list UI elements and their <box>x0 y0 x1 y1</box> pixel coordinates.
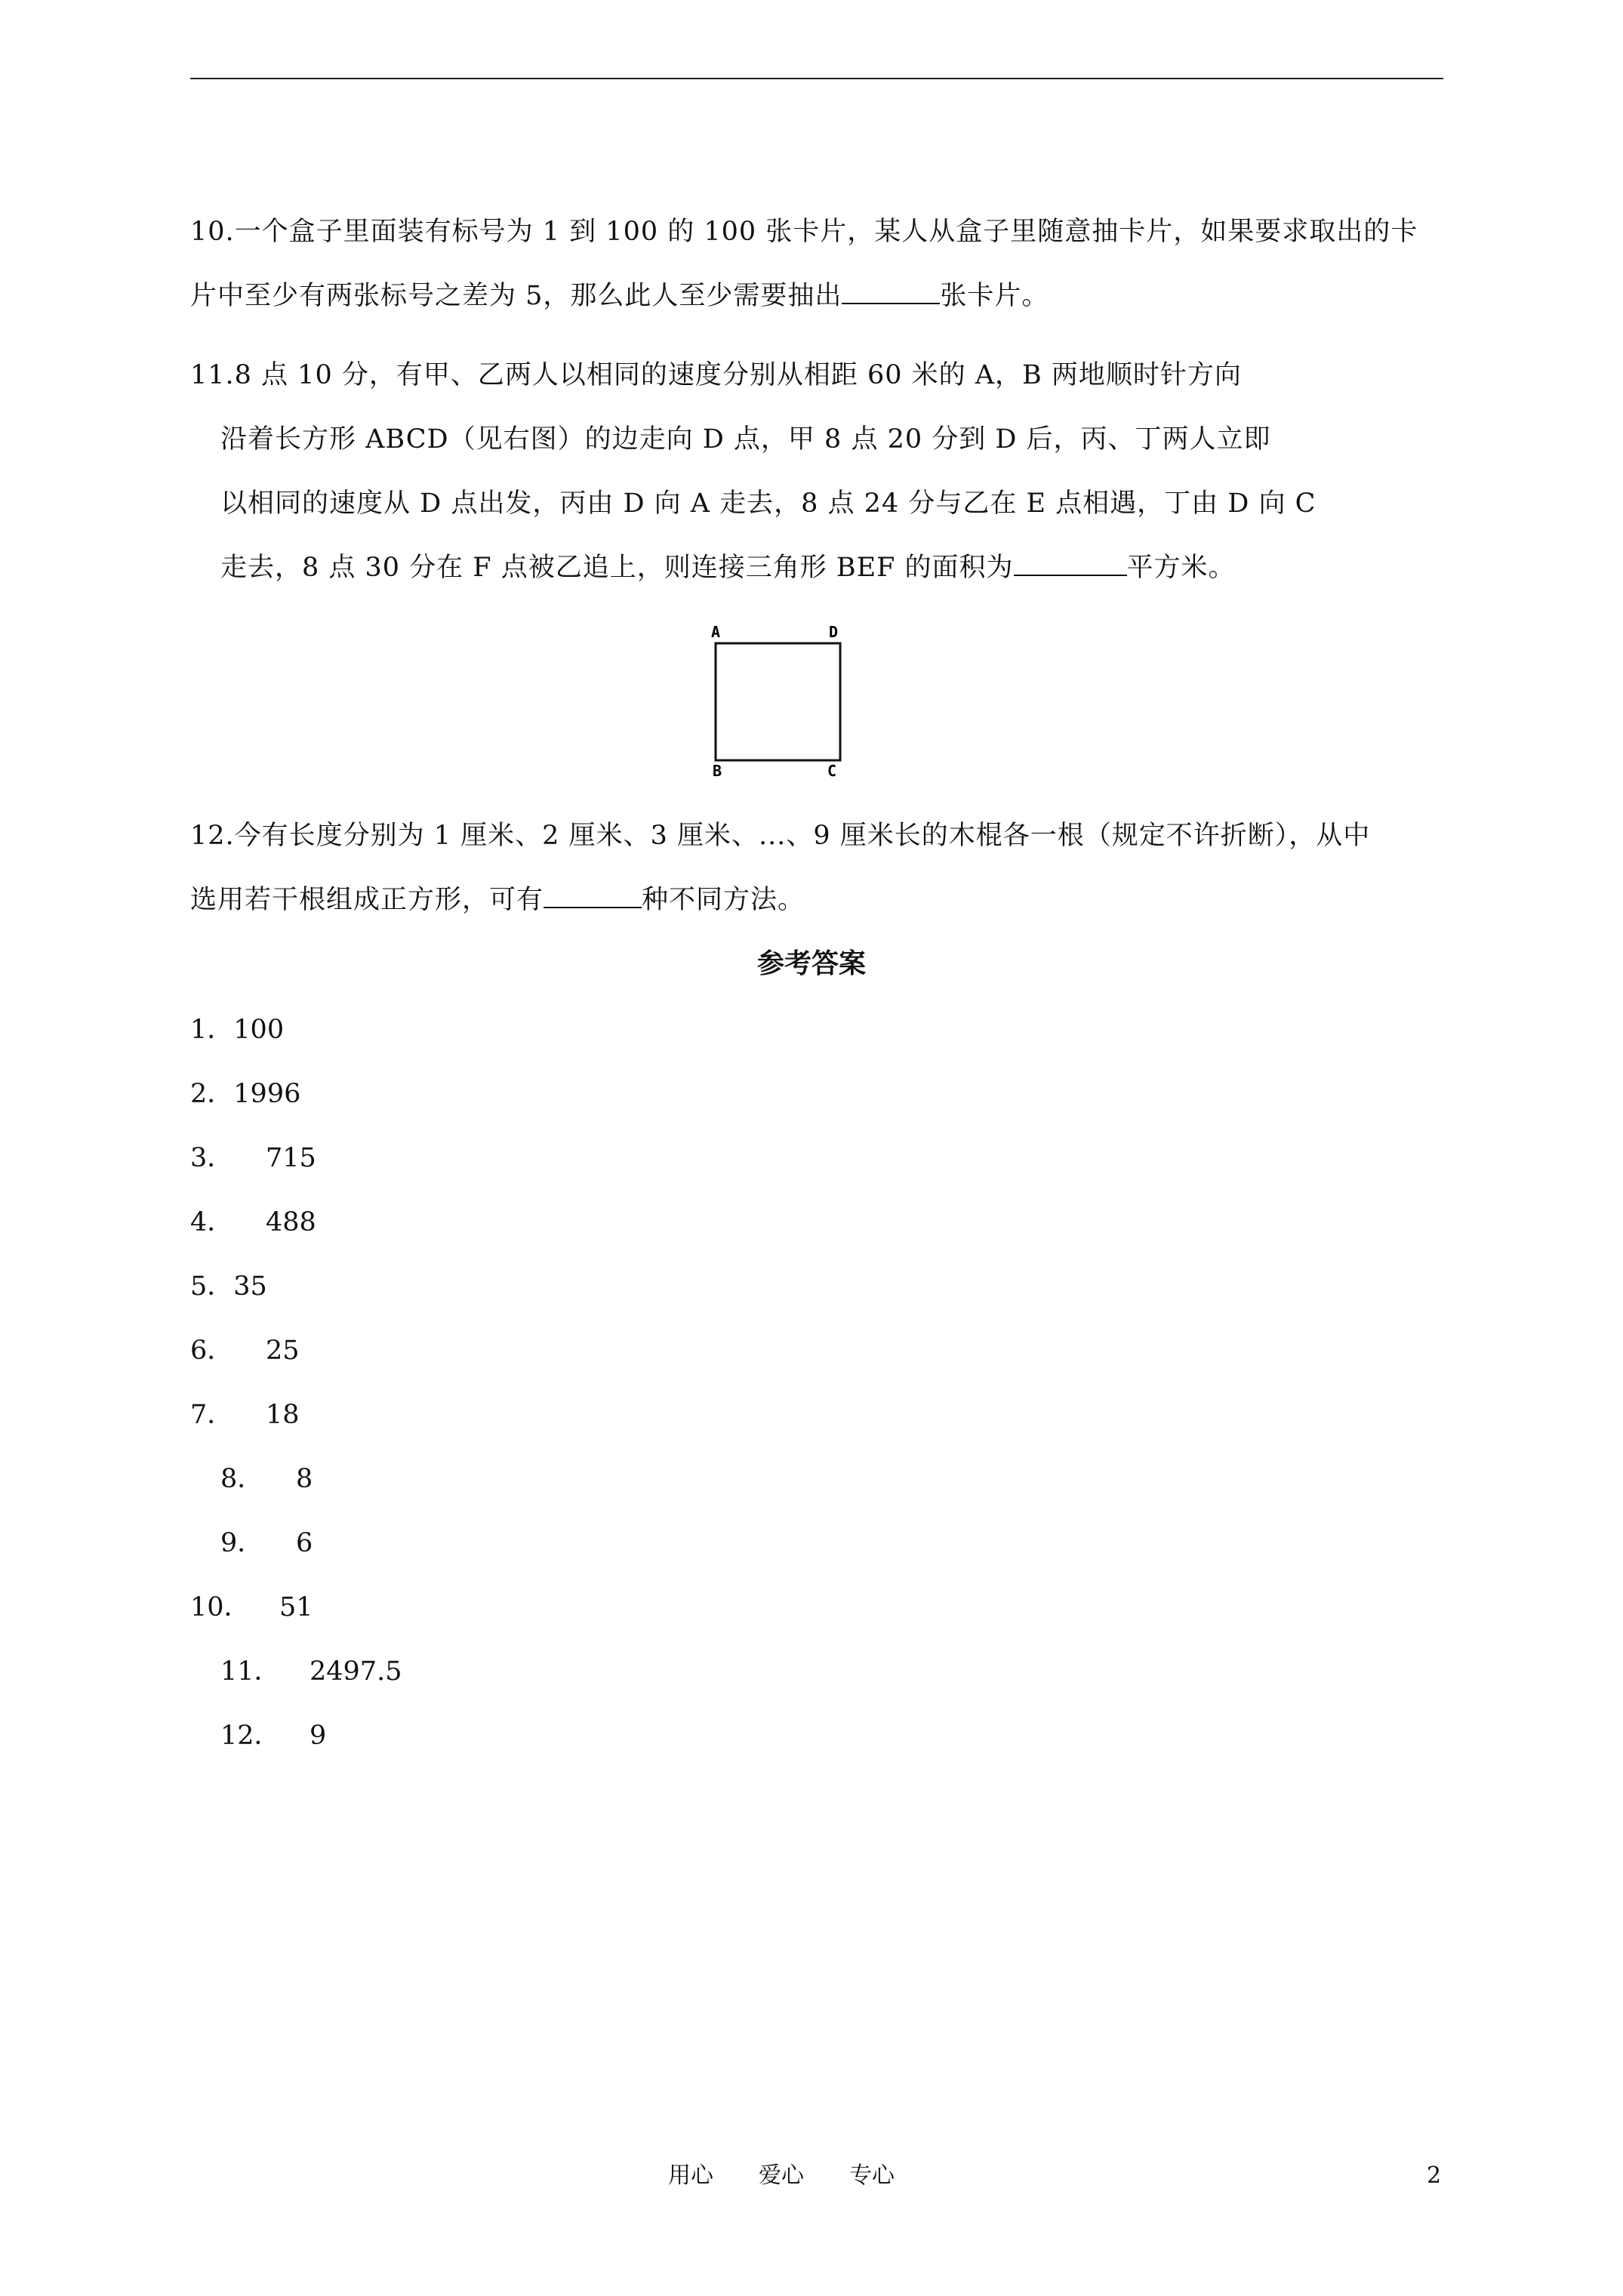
answer-number: 10． <box>190 1592 251 1623</box>
answer-item <box>190 1013 284 1046</box>
answers-title: 参考答案 <box>756 948 866 979</box>
problem-10-text-a: 片中至少有两张标号之差为 5，那么此人至少需要抽出 <box>190 281 842 311</box>
answer-value: 2497.5 <box>310 1657 402 1687</box>
answer-blank <box>1014 552 1127 576</box>
answer-number: 5． <box>190 1271 234 1302</box>
answer-item <box>190 1077 300 1111</box>
answer-item <box>220 1655 402 1688</box>
answer-item <box>220 1462 313 1496</box>
problem-12-text-b: 种不同方法。 <box>642 885 805 915</box>
answer-number: 9． <box>220 1528 264 1558</box>
footer-motto: 用心 爱心 专心 <box>668 2162 895 2189</box>
answer-value: 51 <box>279 1592 313 1623</box>
label-d: D <box>829 623 839 641</box>
answer-item <box>190 1398 300 1432</box>
problem-10-line-2 <box>190 279 1049 313</box>
rectangle-abcd-diagram <box>702 619 853 778</box>
answer-item <box>190 1591 313 1624</box>
label-b: B <box>713 762 722 778</box>
answer-number: 3． <box>190 1143 234 1173</box>
problem-11-line-2: 沿着长方形 ABCD（见右图）的边走向 D 点，甲 8 点 20 分到 D 后，丙、丁两人立即 <box>220 424 1271 455</box>
answer-value: 100 <box>233 1015 285 1045</box>
answer-blank <box>842 280 940 304</box>
answer-number: 6． <box>190 1336 234 1366</box>
answer-item <box>190 1142 316 1175</box>
problem-10-text-b: 张卡片。 <box>940 281 1049 311</box>
rectangle-outline <box>716 643 840 760</box>
answer-item <box>220 1527 313 1560</box>
problem-11-line-4 <box>220 551 1236 584</box>
answer-value: 35 <box>233 1271 267 1302</box>
answer-number: 4． <box>190 1207 234 1237</box>
answer-value: 6 <box>296 1528 313 1558</box>
answer-value: 715 <box>266 1143 316 1173</box>
answer-number: 2． <box>190 1079 234 1109</box>
label-a: A <box>711 623 721 641</box>
answer-item <box>190 1206 316 1239</box>
problem-11-line-3: 以相同的速度从 D 点出发，丙由 D 向 A 走去，8 点 24 分与乙在 E 点相遇，丁由 D 向 C <box>220 488 1317 519</box>
answer-number: 11． <box>220 1657 281 1687</box>
problem-10-line-1: 10.一个盒子里面装有标号为 1 到 100 的 100 张卡片，某人从盒子里随意抽卡片，如果要求取出的卡 <box>190 217 1418 247</box>
answer-value: 488 <box>266 1207 316 1237</box>
answer-blank <box>544 884 642 908</box>
answer-number: 8． <box>220 1464 264 1494</box>
label-c: C <box>827 762 837 778</box>
answer-item <box>190 1270 267 1303</box>
problem-12-line-1: 12.今有长度分别为 1 厘米、2 厘米、3 厘米、...、9 厘米长的木棍各一根（规定不许折断），从中 <box>190 821 1371 851</box>
answer-value: 1996 <box>233 1079 301 1109</box>
header-rule <box>190 78 1443 79</box>
answer-value: 8 <box>296 1464 313 1494</box>
problem-11-text-a: 走去，8 点 30 分在 F 点被乙追上，则连接三角形 BEF 的面积为 <box>220 553 1014 583</box>
problem-12-line-2 <box>190 883 805 917</box>
answer-value: 9 <box>310 1721 327 1751</box>
answer-item <box>190 1334 300 1367</box>
answer-item <box>220 1719 326 1752</box>
problem-11-line-1: 11.8 点 10 分，有甲、乙两人以相同的速度分别从相距 60 米的 A，B 两地顺时针方向 <box>190 360 1242 390</box>
answer-value: 18 <box>266 1400 300 1430</box>
answer-number: 7． <box>190 1400 234 1430</box>
problem-12-text-a: 选用若干根组成正方形，可有 <box>190 885 544 915</box>
answer-number: 12． <box>220 1721 281 1751</box>
page-number: 2 <box>1427 2162 1442 2189</box>
answer-value: 25 <box>266 1336 300 1366</box>
answer-number: 1． <box>190 1015 234 1045</box>
problem-11-text-b: 平方米。 <box>1126 553 1236 583</box>
